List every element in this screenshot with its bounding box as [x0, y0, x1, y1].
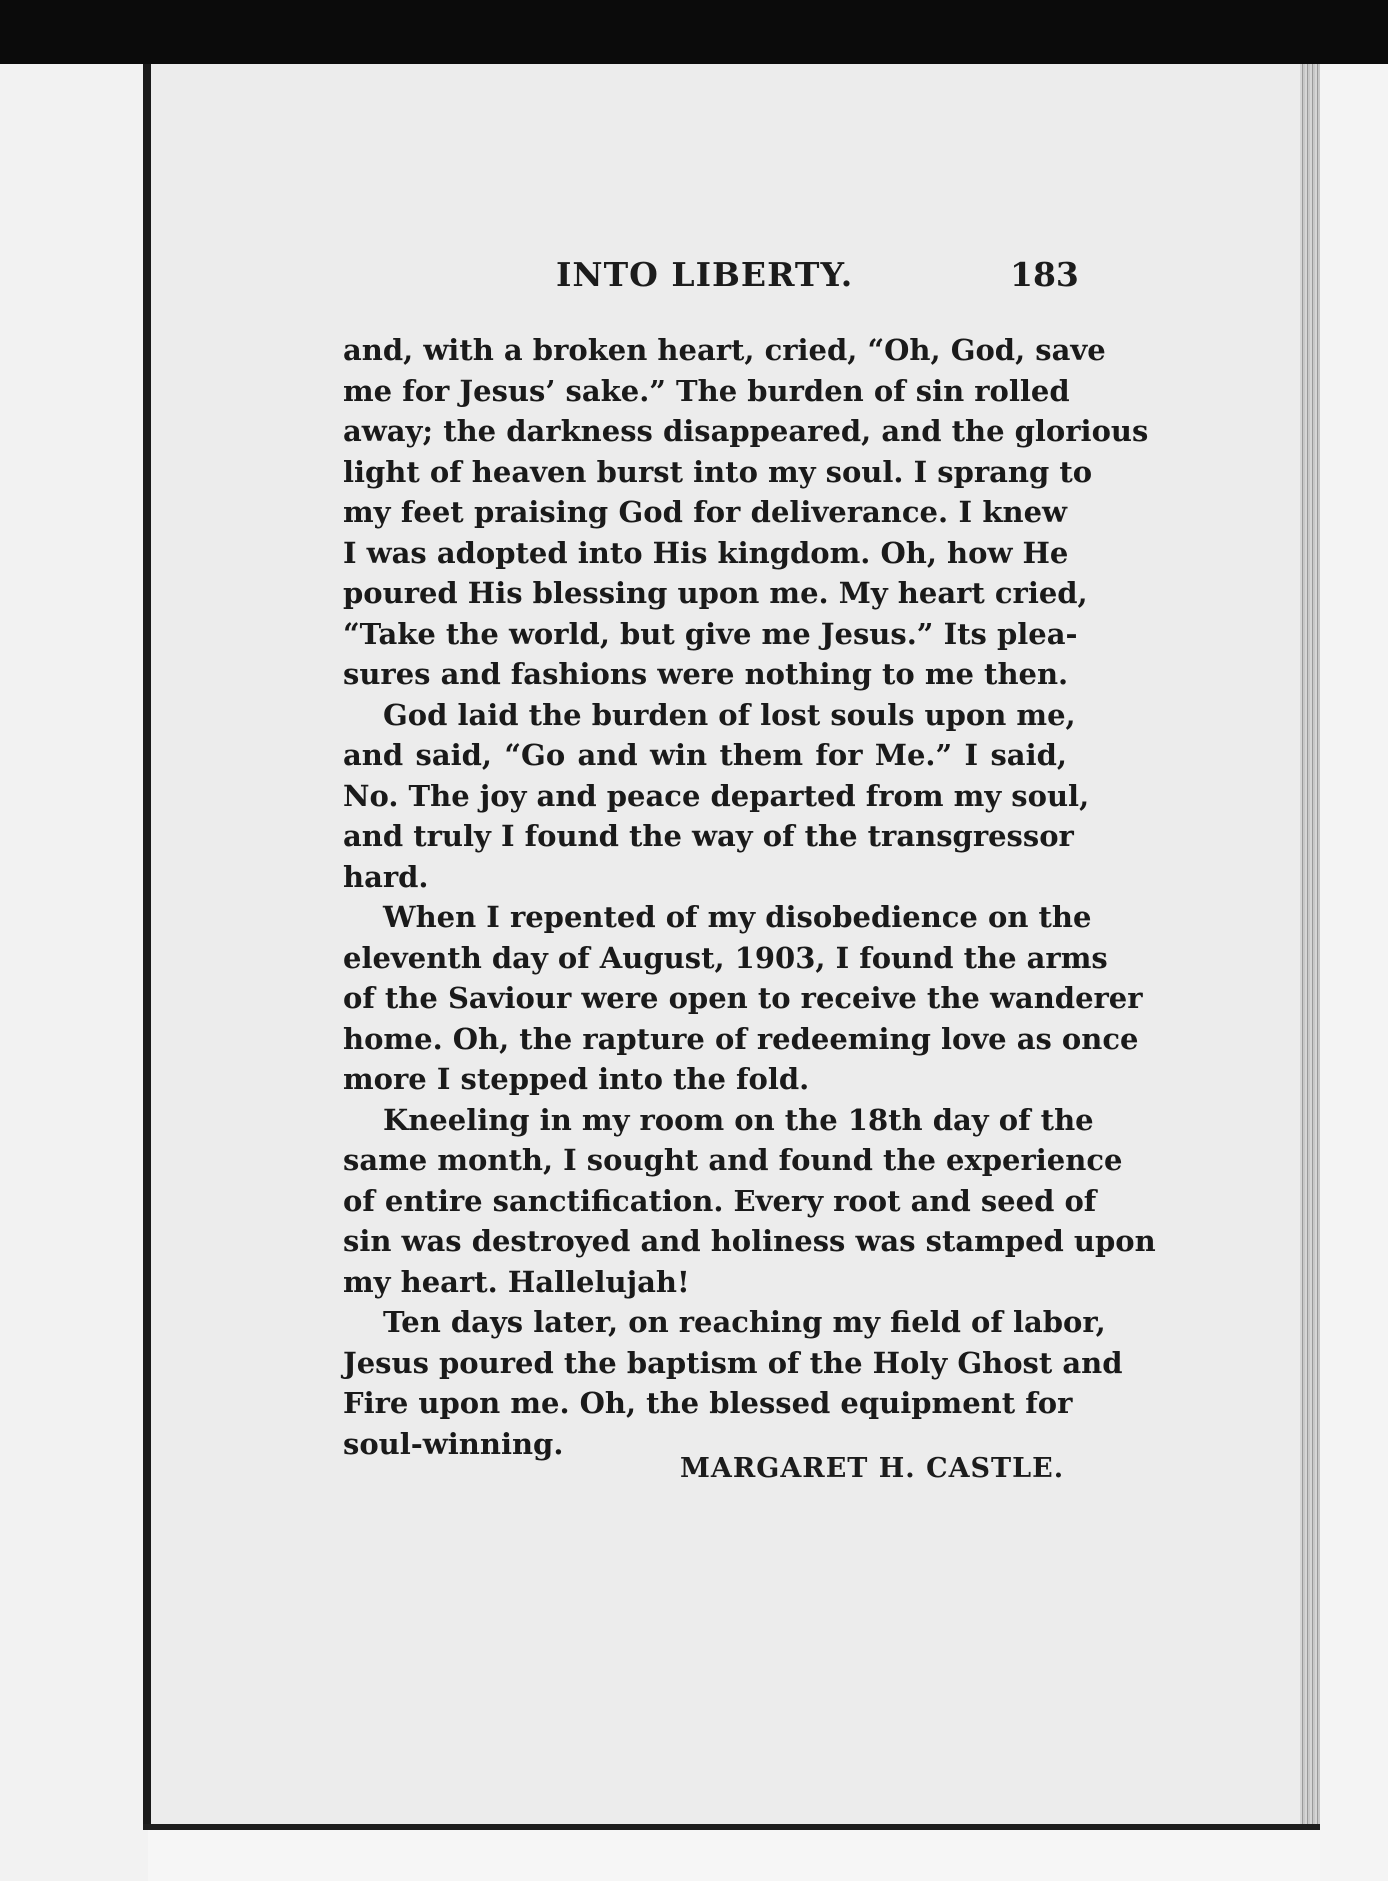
text-line: Kneeling in my room on the 18th day of the [383, 1102, 1094, 1137]
scan-right-margin [1320, 64, 1388, 1881]
text-line: and truly I found the way of the transgressor [343, 819, 1074, 853]
text-line: soul-winning. [343, 1426, 564, 1461]
text-line: of entire sanctification. Every root and seed of [343, 1183, 1097, 1218]
text-line: of the Saviour were open to receive the wanderer [343, 981, 1143, 1015]
text-line: No. The joy and peace departed from my soul, [343, 778, 1090, 813]
text-line: I was adopted into His kingdom. Oh, how He [343, 535, 1069, 570]
page-number: 183 [1010, 255, 1079, 294]
text-line: Ten days later, on reaching my field of labor, [383, 1305, 1106, 1339]
text-line: Jesus poured the baptism of the Holy Ghost and [343, 1345, 1123, 1380]
text-line: sin was destroyed and holiness was stamped upon [343, 1224, 1156, 1258]
body-text [343, 330, 1156, 1464]
text-line: and, with a broken heart, cried, “Oh, God, save [343, 333, 1106, 367]
book-spine-edge [143, 64, 151, 1824]
running-head: INTO LIBERTY. [556, 255, 854, 294]
text-line: sures and fashions were nothing to me then. [343, 657, 1069, 691]
text-line: me for Jesus’ sake.” The burden of sin rolled [343, 373, 1070, 408]
text-line: eleventh day of August, 1903, I found the arms [343, 940, 1108, 975]
text-line: and said, “Go and win them for Me.” I said, [343, 738, 1067, 772]
text-line: light of heaven burst into my soul. I sprang to [343, 454, 1093, 489]
text-line: hard. [343, 859, 429, 894]
text-line: poured His blessing upon me. My heart cried, [343, 576, 1088, 610]
scan-top-border [0, 0, 1388, 64]
page-stack-edge [1300, 64, 1320, 1824]
text-line: God laid the burden of lost souls upon me, [383, 697, 1076, 732]
author-signature: MARGARET H. CASTLE. [680, 1453, 1065, 1484]
text-line: Fire upon me. Oh, the blessed equipment for [343, 1386, 1073, 1420]
scan-left-margin [0, 64, 148, 1881]
text-line: away; the darkness disappeared, and the glorious [343, 414, 1149, 448]
text-line: home. Oh, the rapture of redeeming love as once [343, 1021, 1139, 1056]
scan-bottom-margin [148, 1830, 1320, 1881]
text-line: same month, I sought and found the experience [343, 1143, 1123, 1177]
text-line: my feet praising God for deliverance. I knew [343, 495, 1067, 529]
text-line: my heart. Hallelujah! [343, 1264, 690, 1299]
text-line: more I stepped into the fold. [343, 1062, 810, 1096]
text-line: “Take the world, but give me Jesus.” Its plea- [343, 616, 1078, 651]
text-line: When I repented of my disobedience on the [383, 900, 1092, 934]
